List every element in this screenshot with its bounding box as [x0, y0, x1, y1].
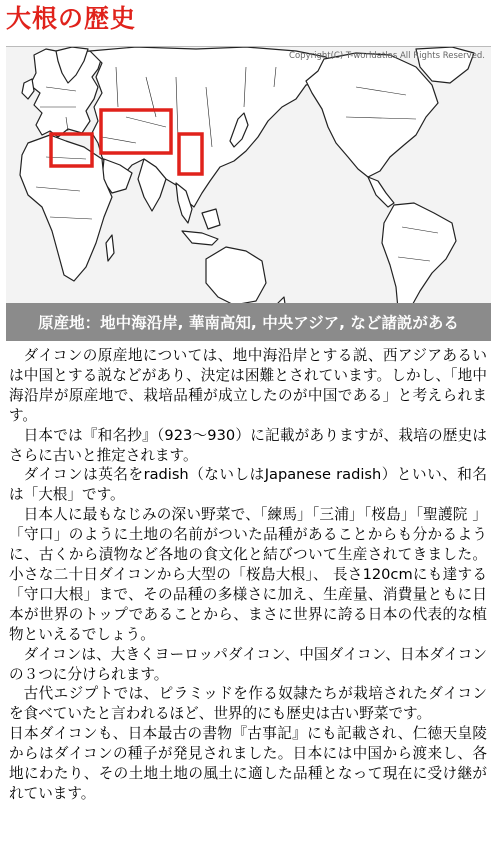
paragraph: ダイコンは英名をradish（ないしはJapanese radish）といい、和名は「大根」です。 — [9, 466, 487, 504]
madagascar-landmass — [106, 235, 114, 261]
article-body — [9, 346, 487, 804]
world-map — [6, 46, 491, 341]
paragraph: 日本では『和名抄』（923～930）に記載がありますが、栽培の歴史はさらに古いと推定されます。 — [9, 426, 487, 464]
australia-landmass — [206, 247, 266, 305]
indonesia-landmass — [182, 231, 218, 245]
borneo-landmass — [202, 209, 220, 229]
page-title: 大根の歴史 — [6, 4, 137, 33]
paragraph: ダイコンの原産地については、地中海沿岸とする説、西アジアあるいは中国とする説などがあり、決定は困難とされています。しかし、「地中海沿岸が原産地で、栽培品種が成立したのが中国である」と考えられます。 — [9, 347, 487, 424]
world-map-graphic — [6, 47, 491, 341]
map-copyright: Copyright(C) T-worldatlas All Rights Reserved. — [289, 51, 485, 61]
paragraph: 日本ダイコンも、日本最古の書物『古事記』にも記載され、仁徳天皇陵からはダイコンの種子が発見されました。日本には中国から渡来し、各地にわたり、その土地土地の風土に適した品種となって現在に受け継がれています。 — [9, 725, 487, 802]
central-america-landmass — [368, 177, 394, 207]
britain-landmass — [22, 79, 34, 99]
north-america-landmass — [306, 53, 438, 177]
map-caption: 原産地：地中海沿岸, 華南高知, 中央アジア, など諸説がある — [38, 314, 459, 332]
africa-landmass — [20, 135, 112, 281]
paragraph: 日本人に最もなじみの深い野菜で、「練馬」「三浦」「桜島」「聖護院 」「守口」のように土地の名前がついた品種があることからも分かるように、古くから漬物など各地の食文化と結びついて生産されてきました。小さな二十日ダイコンから大型の「桜島大根」、 長さ120cmにも達する「守口大根」まで、その品種の多様さに加え、生産量、消費量ともに日本が世界のトップであることから、まさに世界に誇る日本の代表的な植物といえるでしょう。 — [9, 506, 487, 643]
map-caption-bar — [6, 303, 491, 341]
paragraph: 古代エジプトでは、ピラミッドを作る奴隷たちが栽培されたダイコンを食べていたと言われるほど、世界的にも歴史は古い野菜です。 — [9, 685, 487, 723]
paragraph: ダイコンは、大きくヨーロッパダイコン、中国ダイコン、日本ダイコンの３つに分けられます。 — [9, 645, 487, 683]
